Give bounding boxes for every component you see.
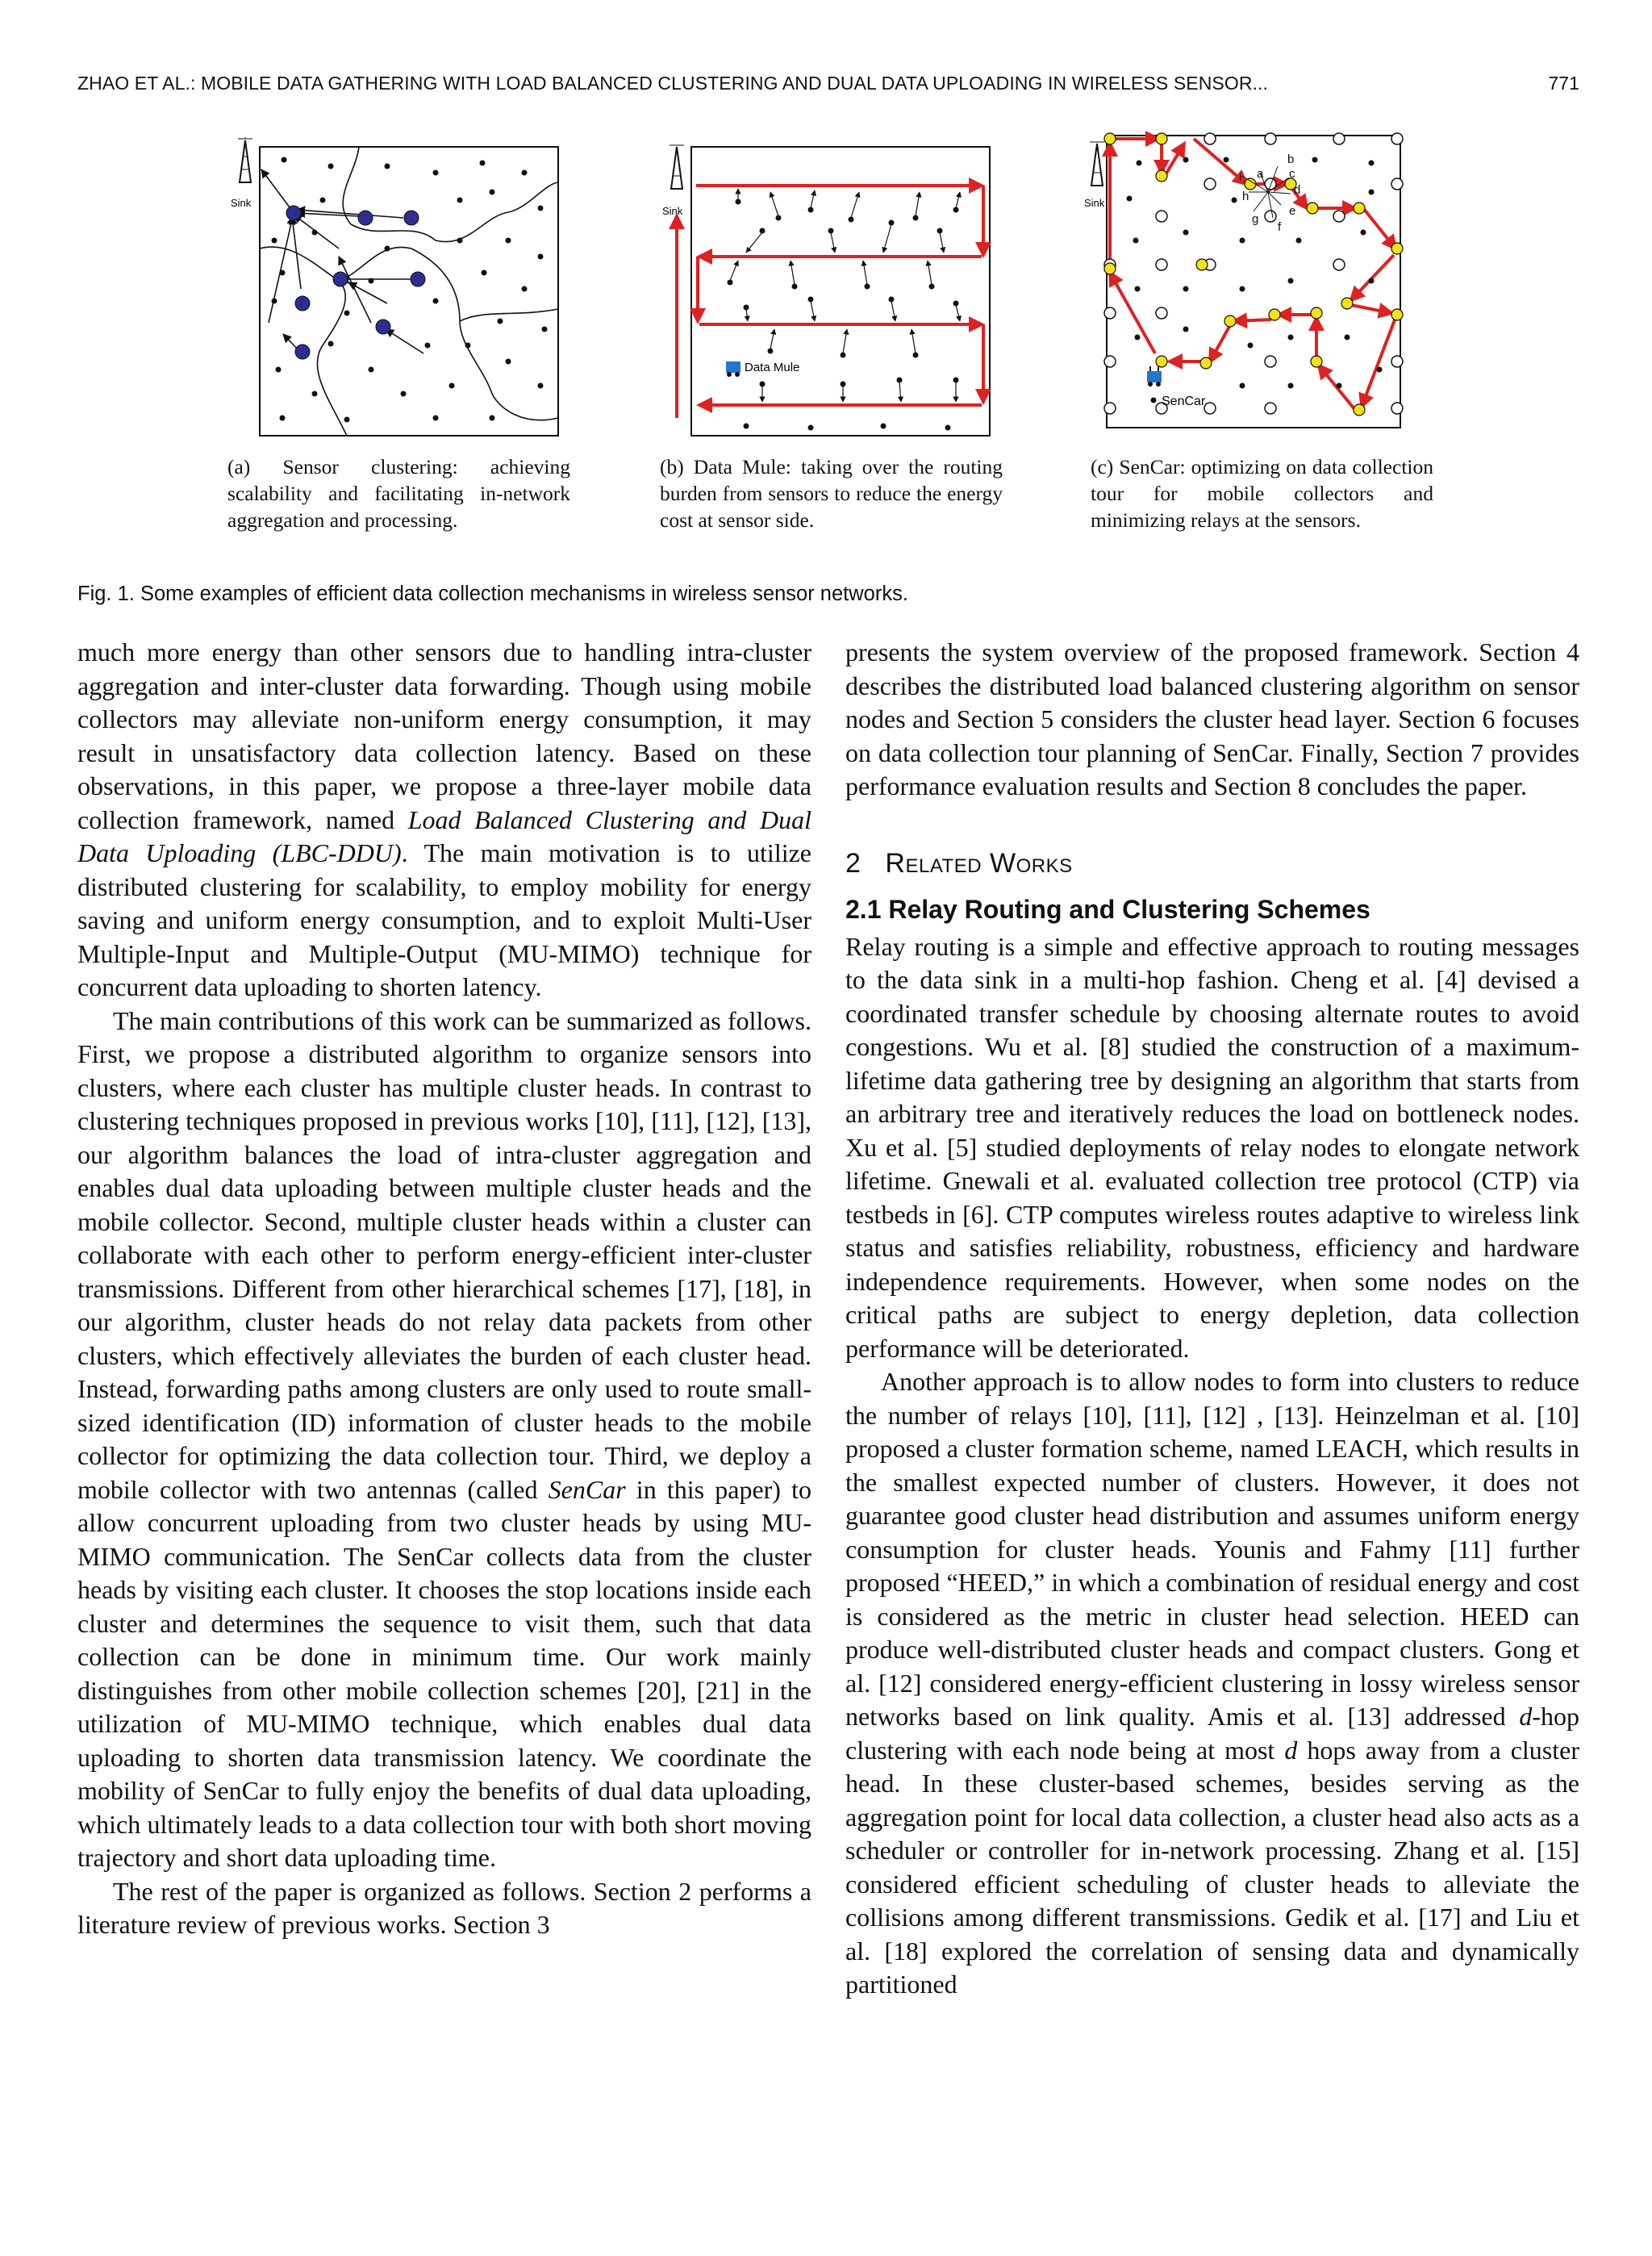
text-run: Another approach is to allow nodes to form into clusters to reduce the number of relays [10], [11], [12] , [13]. Heinzelman et al. [10] proposed a cluster formation scheme, named LEACH, which results in the smallest expected number of clusters. However, it does not guarantee good cluster head distribution and assumes uniform energy consumption for cluster heads. Younis and Fahmy [11] further proposed “HEED,” in which a combination of residual energy and cost is considered as the metric in cluster head selection. HEED can produce well-distributed cluster heads and compact clusters. Gong et al. [12] considered energy-efficient clustering in lossy wireless sensor networks based on link quality. Amis et al. [13] addressed	[845, 1367, 1579, 1731]
data-mule-label: Data Mule	[745, 361, 800, 374]
math-var: d	[1519, 1702, 1533, 1731]
right-column	[845, 636, 1579, 2002]
node-label-d: d	[1294, 183, 1301, 197]
subcaption-c: (c) SenCar: optimizing on data collection tour for mobile collectors and minimizing relays at the sensors.	[1091, 455, 1433, 532]
sink-tower-icon	[1090, 142, 1104, 186]
sink-label: Sink	[231, 197, 252, 209]
figure-panel-a	[218, 127, 589, 450]
figure-1	[218, 127, 1452, 450]
section-number: 2	[845, 847, 861, 879]
figure-panel-b	[649, 127, 1020, 450]
running-title: ZHAO ET AL.: MOBILE DATA GATHERING WITH LOAD BALANCED CLUSTERING AND DUAL DATA UPLOADING IN WIRELESS SENSOR...	[77, 73, 1269, 94]
section-title: Related Works	[885, 847, 1073, 879]
running-header	[77, 73, 1579, 105]
paragraph	[845, 1365, 1579, 2002]
paragraph	[77, 1005, 811, 1875]
node-label-b: b	[1287, 152, 1295, 166]
node-label-g: g	[1252, 212, 1259, 226]
node-label-h: h	[1242, 190, 1249, 203]
figure-panel-c	[1081, 127, 1452, 450]
paragraph: The rest of the paper is organized as follows. Section 2 performs a literature review of previous works. Section 3	[77, 1876, 811, 1939]
figure-caption: Fig. 1. Some examples of efficient data collection mechanisms in wireless sensor networks.	[77, 583, 908, 605]
node-label-i: i	[1239, 170, 1242, 184]
node-label-c: c	[1289, 167, 1295, 181]
section-heading	[845, 847, 1579, 881]
sink-label: Sink	[662, 205, 683, 217]
text-run: much more energy than other sensors due to handling intra-cluster aggregation and inter-cluster data forwarding. Though using mobile collectors may alleviate non-uniform energy consumption, it may result in unsatisfactory data collection latency. Based on these observations, in this paper, we propose a three-layer mobile data collection framework, named	[77, 637, 811, 834]
text-run: The main contributions of this work can be summarized as follows. First, we propose a distributed algorithm to organize sensors into clusters, where each cluster has multiple cluster heads. In contrast to clustering techniques proposed in previous works [10], [11], [12], [13], our algorithm balances the load of intra-cluster aggregation and enables dual data uploading between multiple cluster heads and the mobile collector. Second, multiple cluster heads within a cluster can collaborate with each other to perform energy-efficient inter-cluster transmissions. Different from other hierarchical schemes [17], [18], in our algorithm, cluster heads do not relay data packets from other clusters, which effectively alleviates the burden of each cluster head. Instead, forwarding paths among clusters are only used to route small-sized identification (ID) information of cluster heads to the mobile collector for optimizing the data collection tour. Third, we deploy a mobile collector with two antennas (called	[77, 1005, 811, 1504]
sencar-term: SenCar	[548, 1474, 626, 1504]
subcaption-b: (b) Data Mule: taking over the routing burden from sensors to reduce the energy cost at sensor side.	[660, 455, 1003, 532]
paragraph: presents the system overview of the proposed framework. Section 4 describes the distributed load balanced clustering algorithm on sensor nodes and Section 5 considers the cluster head layer. Section 6 focuses on data collection tour planning of SenCar. Finally, Section 7 provides performance evaluation results and Section 8 concludes the paper.	[845, 637, 1579, 800]
math-var: d	[1284, 1735, 1298, 1765]
text-run: . The main motivation is to utilize distributed clustering for scalability, to employ mobility for energy saving and uniform energy consumption, and to exploit Multi-User Multiple-Input and Multiple-Output (MU-MIMO) technique for concurrent data uploading to shorten latency.	[77, 838, 812, 1001]
paragraph	[77, 636, 811, 1005]
text-run: in this paper) to allow concurrent uploading from two cluster heads by using MU-MIMO communication. The SenCar collects data from the cluster heads by visiting each cluster. It chooses the stop locations inside each cluster and determines the sequence to visit them, such that data collection can be done in minimum time. Our work mainly distinguishes from other mobile collection schemes [20], [21] in the utilization of MU-MIMO technique, which enables dual data uploading to shorten data transmission latency. We coordinate the mobility of SenCar to fully enjoy the benefits of dual data uploading, which ultimately leads to a data collection tour with both short moving trajectory and short data uploading time.	[77, 1474, 811, 1872]
sink-tower-icon	[238, 137, 252, 182]
sencar-label: SenCar	[1162, 395, 1206, 408]
text-run: -hop clustering with each node being at most	[845, 1702, 1579, 1765]
left-column	[77, 636, 811, 1942]
paragraph: Relay routing is a simple and effective approach to routing messages to the data sink in a multi-hop fashion. Cheng et al. [4] devised a coordinated transfer schedule by choosing alternate routes to avoid congestions. Wu et al. [8] studied the construction of a maximum-lifetime data gathering tree by designing an algorithm that starts from an arbitrary tree and iteratively reduces the load on bottleneck nodes. Xu et al. [5] studied deployments of relay nodes to elongate network lifetime. Gnewali et al. evaluated collection tree protocol (CTP) via testbeds in [6]. CTP computes wireless routes adaptive to wireless link status and satisfies reliability, robustness, efficiency and hardware independence requirements. However, when some nodes on the critical paths are subject to energy depletion, data collection performance will be deteriorated.	[845, 931, 1579, 1363]
data-mule-icon	[726, 361, 740, 377]
subcaption-a: (a) Sensor clustering: achieving scalability and facilitating in-network aggregation and processing.	[227, 455, 570, 532]
framework-name: Load Balanced Clustering and Dual Data Uploading (LBC-DDU)	[77, 804, 812, 867]
sink-tower-icon	[670, 145, 684, 189]
sencar-icon	[1147, 366, 1162, 386]
node-label-f: f	[1278, 220, 1282, 234]
node-label-a: a	[1257, 167, 1264, 181]
node-label-e: e	[1289, 204, 1296, 218]
subsection-heading: 2.1 Relay Routing and Clustering Schemes	[845, 895, 1370, 924]
sink-label: Sink	[1084, 197, 1105, 209]
text-run: hops away from a cluster head. In these cluster-based schemes, besides serving as the aggregation point for local data collection, a cluster head also acts as a scheduler or controller for in-network processing. Zhang et al. [15] considered efficient scheduling of cluster heads to alleviate the collisions among different transmissions. Gedik et al. [17] and Liu et al. [18] explored the correlation of sensing data and dynamically partitioned	[845, 1735, 1580, 1999]
page-number: 771	[1548, 73, 1579, 94]
